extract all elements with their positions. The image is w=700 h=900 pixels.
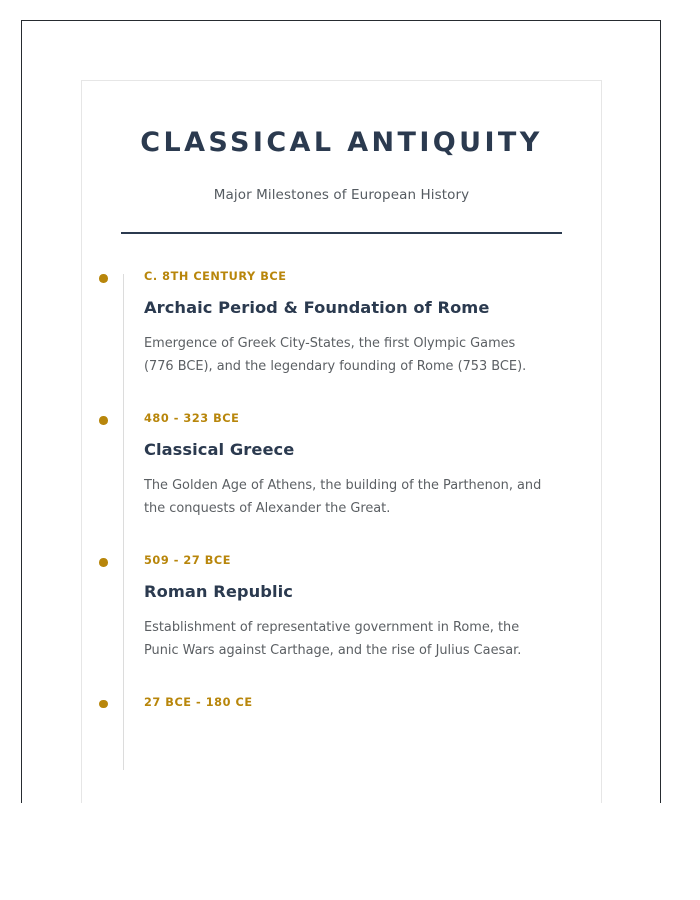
document-content-card [81,80,602,803]
document-page-frame [21,20,661,803]
timeline-entry-heading: Roman Republic [144,581,293,601]
header-divider [121,232,562,234]
timeline-dot-icon [99,416,108,425]
timeline-entry-heading: Archaic Period & Foundation of Rome [144,297,490,317]
timeline-entry-date: 27 BCE - 180 CE [144,695,253,709]
timeline [82,270,601,709]
timeline-dot-icon [99,558,108,567]
document-header [82,81,601,234]
timeline-dot-icon [99,274,108,283]
timeline-entry-heading: Classical Greece [144,439,295,459]
timeline-entry [144,412,601,521]
timeline-entry-date: C. 8TH CENTURY BCE [144,270,287,284]
timeline-entry-date: 509 - 27 BCE [144,554,232,568]
page-title: CLASSICAL ANTIQUITY [140,127,543,158]
timeline-entry-date: 480 - 323 BCE [144,412,240,426]
timeline-dot-icon [99,700,108,709]
timeline-entry [144,270,601,379]
timeline-axis-line [123,274,124,769]
timeline-entry [144,696,601,710]
timeline-entry-body: The Golden Age of Athens, the building of the Parthenon, and the conquests of Alexander the Great. [144,478,542,517]
page-subtitle: Major Milestones of European History [213,187,470,204]
timeline-entry-body: Emergence of Greek City-States, the first Olympic Games (776 BCE), and the legendary founding of Rome (753 BCE). [144,336,527,375]
timeline-entry-body: Establishment of representative government in Rome, the Punic Wars against Carthage, and the rise of Julius Caesar. [144,620,522,658]
timeline-entry [144,554,601,663]
